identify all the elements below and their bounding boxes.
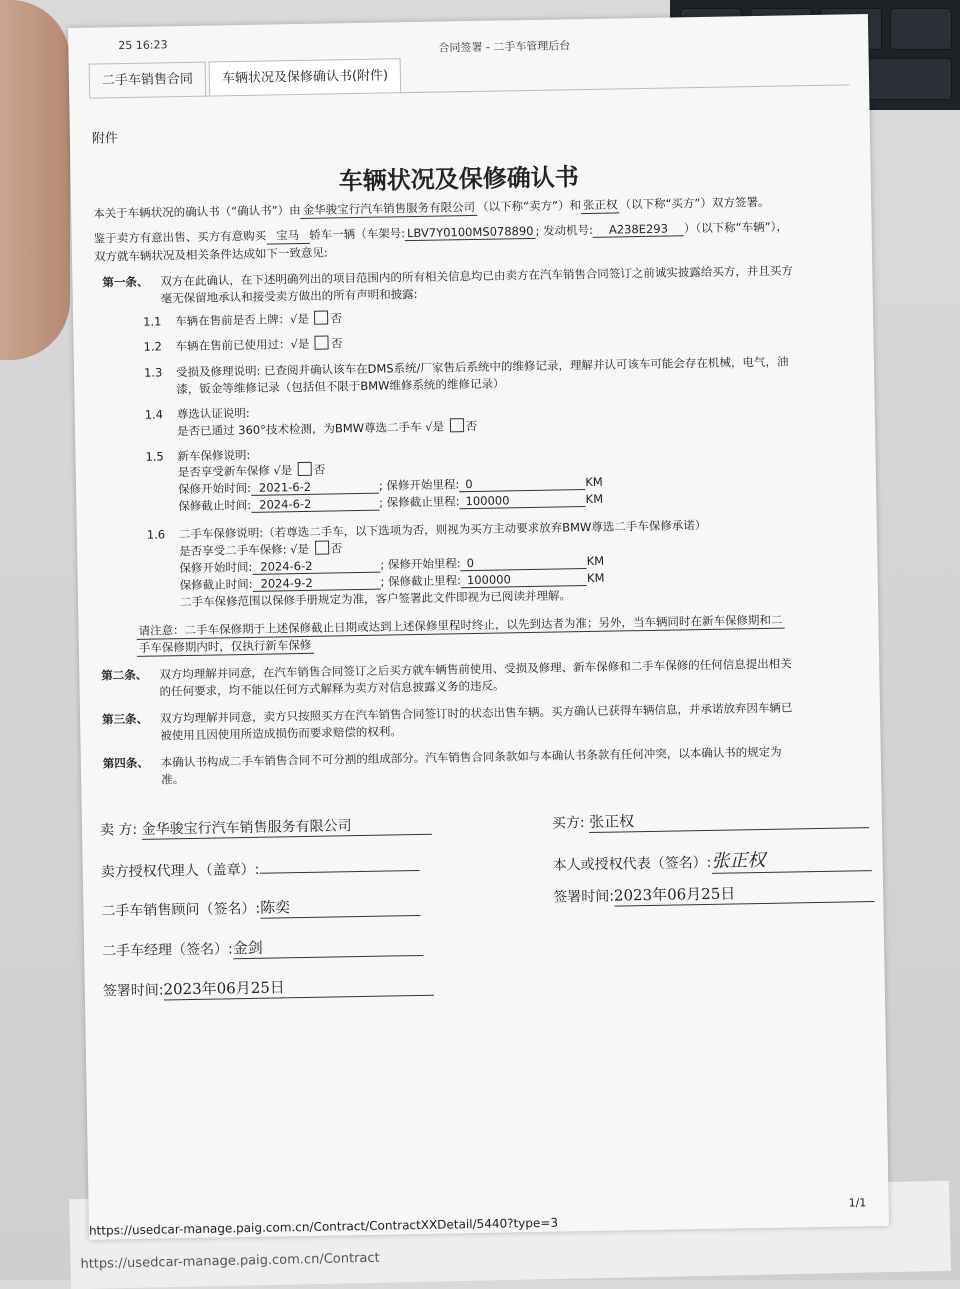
buyer-value: 张正权 <box>589 806 869 833</box>
underlying-url: https://usedcar-manage.paig.com.cn/Contract <box>80 1250 380 1272</box>
checkbox-no <box>314 310 328 324</box>
article-3-line-1: 双方均理解并同意，卖方只按照买方在汽车销售合同签订时的状态出售车辆。买方确认已获得车辆信息，并承诺放弃因车辆已 <box>159 700 793 726</box>
article-4-line-1: 本确认书构成二手车销售合同不可分割的组成部分。汽车销售合同条款如与本确认书条款有任何冲突，以本确认书的规定为 <box>160 744 782 770</box>
page-number: 1/1 <box>848 1196 867 1210</box>
checkbox-no <box>298 462 312 476</box>
seller-value: 金华骏宝行汽车销售服务有限公司 <box>141 814 431 840</box>
print-time: 25 16:23 <box>118 38 168 53</box>
document-page <box>68 14 889 1240</box>
checkbox-no <box>315 335 329 349</box>
tab-warranty-confirmation[interactable]: 车辆状况及保修确认书(附件) <box>209 58 402 96</box>
checkbox-no <box>450 418 464 432</box>
seller-time-row: 签署时间:2023年06月25日 <box>103 974 434 1002</box>
buyer-name: 张正权 <box>581 196 620 214</box>
article-2-line-2: 的任何要求，均不能以任何方式解释为卖方对信息披露义务的违反。 <box>159 678 505 699</box>
page-url: https://usedcar-manage.paig.com.cn/Contract/ContractXXDetail/5440?type=3 <box>88 1215 559 1238</box>
annex-label: 附件 <box>91 131 119 147</box>
seller-name: 金华骏宝行汽车销售服务有限公司 <box>300 199 477 219</box>
intro-line-1: 本关于车辆状况的确认书（“确认书”）由 金华骏宝行汽车销售服务有限公司 （以下称“卖方”）和 张正权 （以下称“买方”）双方签署。 <box>93 194 770 221</box>
buyer-row: 买方: 张正权 <box>552 806 870 834</box>
vin-number: LBV7Y0100MS078890 <box>405 224 536 241</box>
seller-agent-row: 卖方授权代理人（盖章）: <box>101 854 420 882</box>
article-1-label: 第一条、 <box>102 274 149 290</box>
clause-1-3-line-2: 漆，钣金等维修记录（包括但不限于BMW维修系统的维修记录） <box>176 376 505 397</box>
new-warranty-start: 保修开始时间: 2021-6-2 ; 保修开始里程: 0 KM <box>177 474 603 497</box>
tab-sales-contract[interactable]: 二手车销售合同 <box>89 62 207 99</box>
clause-1-2: 1.2 车辆在售前已使用过：√是 否 <box>143 336 343 354</box>
page-title: 车辆状况及保修确认书 <box>338 163 579 196</box>
clause-1-4: 1.4 尊选认证说明: <box>144 405 250 422</box>
checkbox-no <box>315 541 329 555</box>
print-title: 合同签署 - 二手车管理后台 <box>438 39 571 55</box>
used-warranty-start: 保修开始时间: 2024-6-2 ; 保修开始里程: 0 KM <box>179 553 605 576</box>
clause-1-5: 1.5 新车保修说明: <box>145 447 251 464</box>
clause-1-6: 1.6 二手车保修说明:（若尊选二手车，以下选项为否，则视为买方主动要求放弃BMW尊选二手车保修承诺） <box>146 517 707 542</box>
seller-row: 卖 方: 金华骏宝行汽车销售服务有限公司 <box>100 814 432 841</box>
article-1-line-1: 双方在此确认，在下述明确列出的项目范围内的所有相关信息均已由卖方在汽车销售合同签订之前诚实披露给买方，并且买方 <box>160 263 793 289</box>
article-2-label: 第二条、 <box>101 667 148 683</box>
seller-sign-time: 2023年06月25日 <box>163 974 433 1001</box>
consultant-row: 二手车销售顾问（签名）:陈奕 <box>101 894 420 922</box>
buyer-signature: 张正权 <box>711 844 871 874</box>
manager-signature: 金剑 <box>233 934 423 959</box>
buyer-rep-row: 本人或授权代表（签名）:张正权 <box>552 844 871 877</box>
note-line-2: 手车保修期内时，仅执行新车保修 <box>137 637 314 657</box>
thumb <box>0 0 70 360</box>
clause-1-1: 1.1 车辆在售前是否上牌：√是 否 <box>143 311 343 329</box>
used-warranty-end: 保修截止时间: 2024-9-2 ; 保修截止里程: 100000 KM <box>179 570 605 593</box>
article-2-line-1: 双方均理解并同意，在汽车销售合同签订之后买方就车辆售前使用、受损及修理、新车保修和二手车保修的任何信息提出相关 <box>159 656 792 682</box>
clause-1-5-question: 是否享受新车保修 √是 否 <box>177 462 326 480</box>
buyer-sign-time: 2023年06月25日 <box>614 880 874 907</box>
article-3-label: 第三条、 <box>101 711 149 727</box>
consultant-signature: 陈奕 <box>260 894 420 919</box>
clause-1-3: 1.3 受损及修理说明: 已查阅并确认该车在DMS系统/厂家售后系统中的维修记录，理解并认可该车可能会存在机械，电气，油 <box>143 354 789 380</box>
engine-number: A238E293 <box>593 221 684 238</box>
car-brand: 宝马 <box>266 227 309 245</box>
buyer-time-row: 签署时间:2023年06月25日 <box>553 880 874 908</box>
article-3-line-2: 被使用且因使用所造成损伤而要求赔偿的权利。 <box>160 724 402 743</box>
article-4-label: 第四条、 <box>102 755 149 771</box>
clause-1-4-line-2: 是否已通过 360°技术检测，为BMW尊选二手车 √是 否 <box>176 418 478 439</box>
manager-row: 二手车经理（签名）:金剑 <box>102 934 423 962</box>
new-warranty-end: 保修截止时间: 2024-6-2 ; 保修截止里程: 100000 KM <box>178 491 604 514</box>
used-warranty-scope: 二手车保修范围以保修手册规定为准，客户签署此文件即视为已阅读并理解。 <box>179 588 572 610</box>
article-4-line-2: 准。 <box>161 772 185 787</box>
clause-1-6-question: 是否享受二手车保修: √是 否 <box>179 541 343 559</box>
note-line-1: 请注意：二手车保修期于上述保修截止日期或达到上述保修里程时终止，以先到达者为准；另外，当车辆同时在新车保修期和二 <box>136 612 784 640</box>
intro-line-2: 鉴于卖方有意出售、买方有意购买 宝马 轿车一辆（车架号: LBV7Y0100MS078890 ; 发动机号: A238E293 ）（以下称“车辆”）， <box>93 219 788 246</box>
intro-line-3: 双方就车辆状况及相关条件达成如下一致意见: <box>93 245 328 264</box>
article-1-line-2: 毫无保留地承认和接受卖方做出的所有声明和披露: <box>160 286 418 306</box>
